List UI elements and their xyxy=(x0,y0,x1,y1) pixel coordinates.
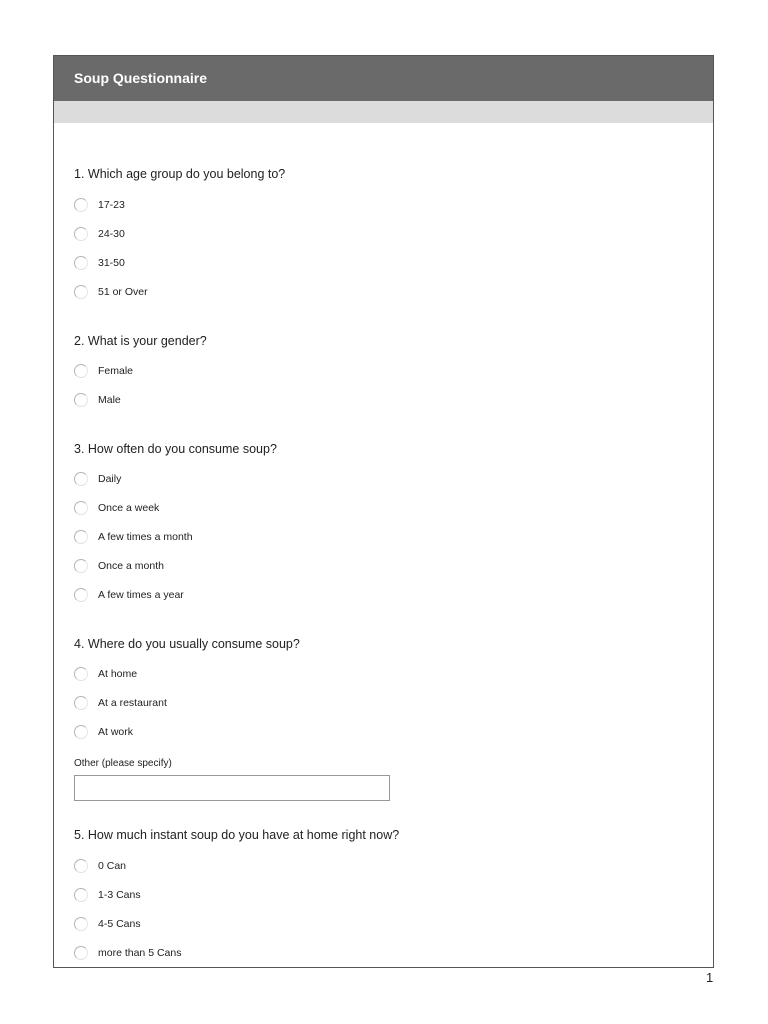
question-5: 5. How much instant soup do you have at home right now? xyxy=(74,828,400,842)
option-label: 31-50 xyxy=(98,257,125,269)
radio-button[interactable] xyxy=(74,530,88,544)
option-label: 0 Can xyxy=(98,860,127,872)
option-daily[interactable] xyxy=(74,470,121,488)
option-24-30[interactable] xyxy=(74,225,125,243)
option-label: Female xyxy=(98,365,134,377)
radio-button[interactable] xyxy=(74,501,88,515)
radio-button[interactable] xyxy=(74,946,88,960)
radio-button[interactable] xyxy=(74,472,88,486)
radio-button[interactable] xyxy=(74,888,88,902)
radio-button[interactable] xyxy=(74,667,88,681)
option-male[interactable] xyxy=(74,391,121,409)
option-few-times-year[interactable] xyxy=(74,586,184,604)
question-3: 3. How often do you consume soup? xyxy=(74,442,277,456)
page-number: 1 xyxy=(706,970,714,985)
option-label: A few times a month xyxy=(98,531,193,543)
option-few-times-month[interactable] xyxy=(74,528,193,546)
option-more-than-5-cans[interactable] xyxy=(74,944,181,962)
option-label: 1-3 Cans xyxy=(98,889,141,901)
radio-button[interactable] xyxy=(74,588,88,602)
header-bar xyxy=(54,56,714,101)
radio-button[interactable] xyxy=(74,285,88,299)
option-label: Once a week xyxy=(98,502,160,514)
sheet-right-border xyxy=(713,55,714,968)
option-17-23[interactable] xyxy=(74,196,125,214)
question-1: 1. Which age group do you belong to? xyxy=(74,167,286,181)
option-label: Male xyxy=(98,394,121,406)
option-label: A few times a year xyxy=(98,589,184,601)
other-specify-input[interactable] xyxy=(74,775,390,801)
option-at-work[interactable] xyxy=(74,723,133,741)
question-4: 4. Where do you usually consume soup? xyxy=(74,637,300,651)
option-label: At home xyxy=(98,668,138,680)
option-at-home[interactable] xyxy=(74,665,137,683)
option-label: At a restaurant xyxy=(98,697,167,709)
option-label: Once a month xyxy=(98,560,164,572)
option-label: more than 5 Cans xyxy=(98,947,182,959)
option-label: At work xyxy=(98,726,134,738)
option-31-50[interactable] xyxy=(74,254,125,272)
radio-button[interactable] xyxy=(74,559,88,573)
radio-button[interactable] xyxy=(74,859,88,873)
other-specify-label: Other (please specify) xyxy=(74,758,172,769)
radio-button[interactable] xyxy=(74,725,88,739)
option-1-3-cans[interactable] xyxy=(74,886,141,904)
sub-header-bar xyxy=(54,101,714,123)
radio-button[interactable] xyxy=(74,696,88,710)
option-once-a-week[interactable] xyxy=(74,499,159,517)
option-4-5-cans[interactable] xyxy=(74,915,141,933)
radio-button[interactable] xyxy=(74,256,88,270)
option-once-a-month[interactable] xyxy=(74,557,164,575)
radio-button[interactable] xyxy=(74,198,88,212)
option-51-or-over[interactable] xyxy=(74,283,148,301)
option-label: 17-23 xyxy=(98,199,125,211)
option-label: 51 or Over xyxy=(98,286,148,298)
radio-button[interactable] xyxy=(74,227,88,241)
radio-button[interactable] xyxy=(74,364,88,378)
page-title: Soup Questionnaire xyxy=(74,70,208,86)
option-at-restaurant[interactable] xyxy=(74,694,167,712)
radio-button[interactable] xyxy=(74,917,88,931)
option-label: Daily xyxy=(98,473,122,485)
option-label: 4-5 Cans xyxy=(98,918,141,930)
option-label: 24-30 xyxy=(98,228,125,240)
question-2: 2. What is your gender? xyxy=(74,334,207,348)
option-0-can[interactable] xyxy=(74,857,126,875)
radio-button[interactable] xyxy=(74,393,88,407)
option-female[interactable] xyxy=(74,362,133,380)
